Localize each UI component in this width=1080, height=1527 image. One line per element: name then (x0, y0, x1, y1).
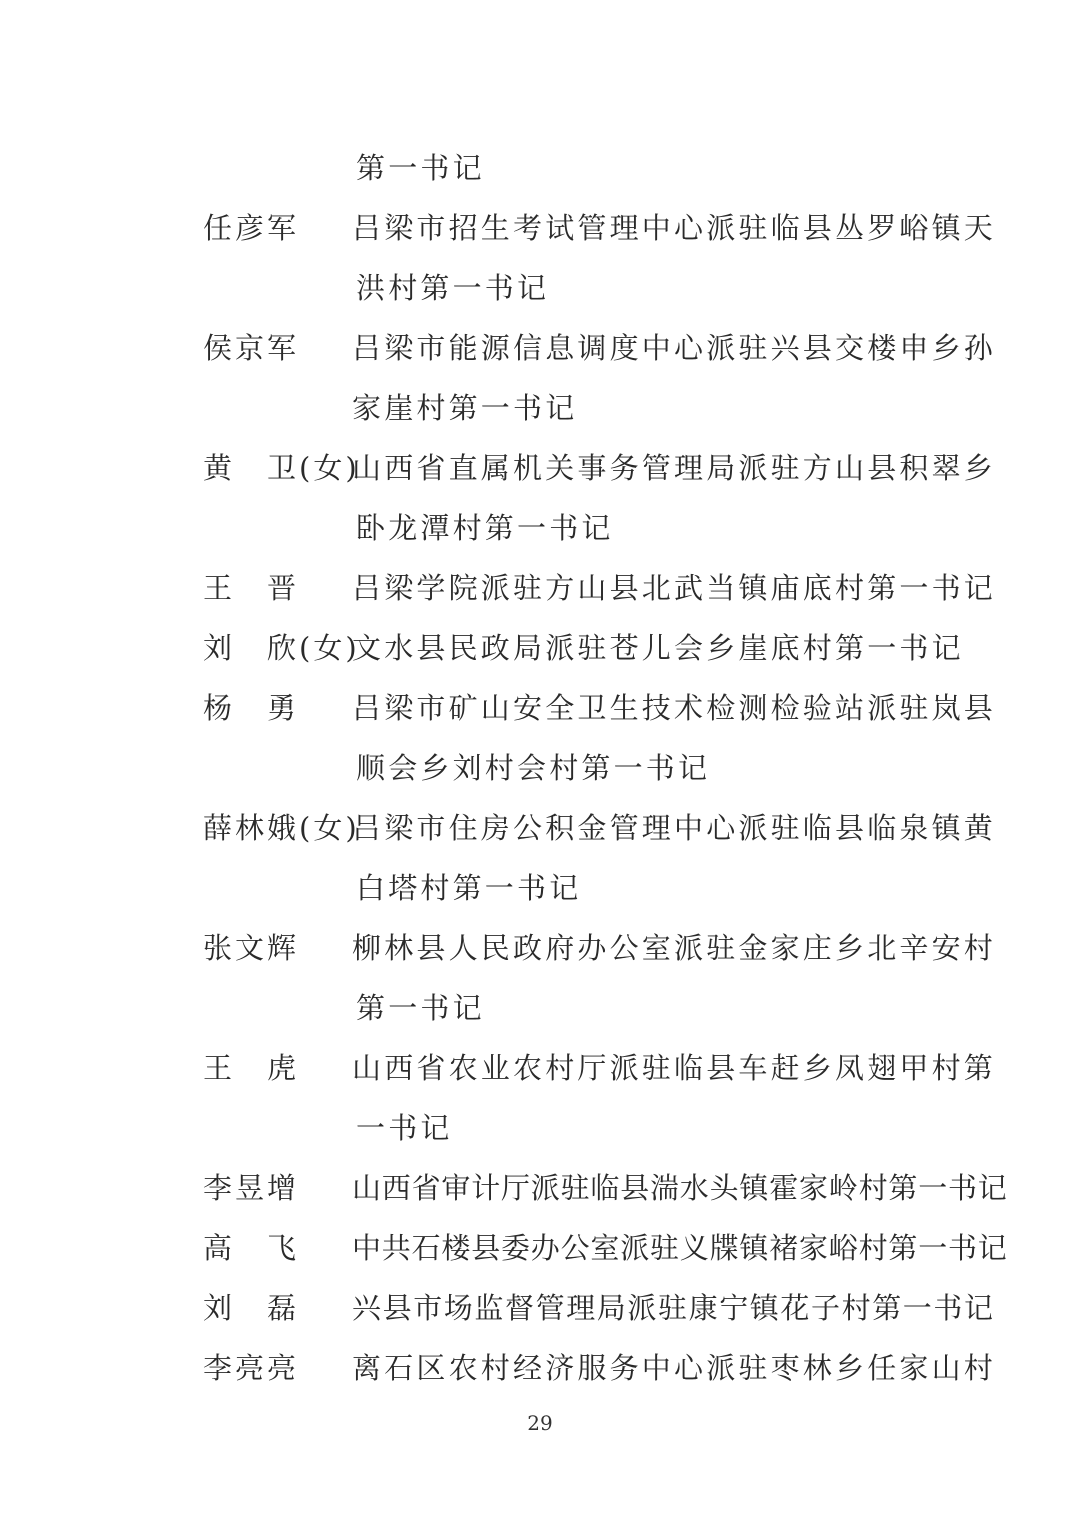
entry-line (0, 628, 1080, 668)
entry-line (0, 1228, 1080, 1268)
person-name: 黄 卫(女) (203, 451, 360, 485)
assignment-text: 兴县市场监督管理局派驻康宁镇花子村第一书记 (352, 1291, 995, 1325)
entry-continuation-text: 第一书记 (356, 991, 485, 1025)
entry-line (0, 1288, 1080, 1328)
entry-continuation-line (0, 988, 1080, 1028)
assignment-text: 文水县民政局派驻苍儿会乡崖底村第一书记 (352, 631, 964, 665)
entry-continuation-text: 家崖村第一书记 (352, 391, 578, 425)
person-name: 李昱增 (203, 1171, 300, 1205)
entry-continuation-text: 洪村第一书记 (356, 271, 550, 305)
assignment-text: 离石区农村经济服务中心派驻枣林乡任家山村 (352, 1351, 997, 1385)
assignment-text: 中共石楼县委办公室派驻义牒镇褚家峪村第一书记 (352, 1231, 1008, 1265)
person-name: 王 晋 (203, 571, 300, 605)
entry-continuation-text: 白塔村第一书记 (356, 871, 582, 905)
entry-line (0, 688, 1080, 728)
person-name: 任彦军 (203, 211, 300, 245)
person-name: 李亮亮 (203, 1351, 300, 1385)
assignment-text: 吕梁学院派驻方山县北武当镇庙底村第一书记 (352, 571, 997, 605)
person-name: 杨 勇 (203, 691, 300, 725)
entry-line (0, 328, 1080, 368)
entry-continuation-text: 卧龙潭村第一书记 (356, 511, 614, 545)
entry-line (0, 928, 1080, 968)
person-name: 王 虎 (203, 1051, 300, 1085)
assignment-text: 山西省审计厅派驻临县湍水头镇霍家岭村第一书记 (352, 1171, 1008, 1205)
assignment-text: 山西省直属机关事务管理局派驻方山县积翠乡 (352, 451, 997, 485)
entry-line (0, 568, 1080, 608)
person-name: 刘 欣(女) (203, 631, 360, 665)
person-name: 刘 磊 (203, 1291, 300, 1325)
entry-continuation-line (0, 508, 1080, 548)
entry-line (0, 808, 1080, 848)
person-name: 张文辉 (203, 931, 300, 965)
assignment-text: 吕梁市住房公积金管理中心派驻临县临泉镇黄 (352, 811, 997, 845)
entry-continuation-line (0, 748, 1080, 788)
assignment-text: 吕梁市矿山安全卫生技术检测检验站派驻岚县 (352, 691, 997, 725)
entry-line (0, 208, 1080, 248)
person-name: 侯京军 (203, 331, 300, 365)
assignment-text: 吕梁市招生考试管理中心派驻临县丛罗峪镇天 (352, 211, 997, 245)
entry-continuation-text: 第一书记 (356, 151, 485, 185)
entry-continuation-text: 顺会乡刘村会村第一书记 (356, 751, 711, 785)
entry-continuation-line (0, 1108, 1080, 1148)
assignment-text: 山西省农业农村厅派驻临县车赶乡凤翅甲村第 (352, 1051, 997, 1085)
assignment-text: 吕梁市能源信息调度中心派驻兴县交楼申乡孙 (352, 331, 997, 365)
entry-line (0, 1348, 1080, 1388)
entry-continuation-text: 一书记 (356, 1111, 453, 1145)
entry-continuation-line (0, 388, 1080, 428)
entry-line (0, 1048, 1080, 1088)
entry-continuation-line (0, 148, 1080, 188)
entry-continuation-line (0, 268, 1080, 308)
page-number: 29 (527, 1411, 553, 1435)
person-name: 高 飞 (203, 1231, 300, 1265)
entry-line (0, 1168, 1080, 1208)
entry-line (0, 448, 1080, 488)
assignment-text: 柳林县人民政府办公室派驻金家庄乡北辛安村 (352, 931, 997, 965)
entry-continuation-line (0, 868, 1080, 908)
person-name: 薛林娥(女) (203, 811, 360, 845)
